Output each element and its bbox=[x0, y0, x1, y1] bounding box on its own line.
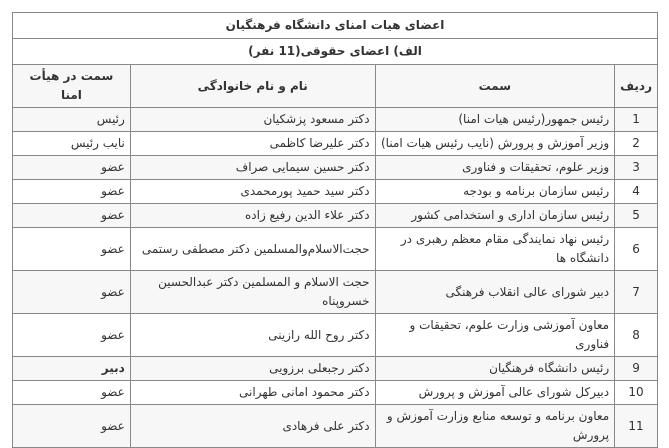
table-row bbox=[13, 108, 658, 132]
row-position: رئیس نهاد نمایندگی مقام معظم رهبری در دانشگاه ها bbox=[375, 228, 615, 271]
row-board-role: عضو bbox=[13, 228, 131, 271]
row-board-role: نایب رئیس bbox=[13, 132, 131, 156]
table-row bbox=[13, 405, 658, 448]
row-index: 7 bbox=[615, 271, 658, 314]
header-position: سمت bbox=[375, 65, 615, 108]
row-index: 9 bbox=[615, 357, 658, 381]
row-board-role: عضو bbox=[13, 204, 131, 228]
row-board-role: عضو bbox=[13, 271, 131, 314]
row-index: 6 bbox=[615, 228, 658, 271]
row-board-role: عضو bbox=[13, 180, 131, 204]
row-name: دکتر روح الله رازینی bbox=[130, 314, 375, 357]
row-index: 2 bbox=[615, 132, 658, 156]
table-row bbox=[13, 314, 658, 357]
table-row bbox=[13, 228, 658, 271]
row-position: رئیس جمهور(رئیس هیات امنا) bbox=[375, 108, 615, 132]
row-board-role: عضو bbox=[13, 405, 131, 448]
row-index: 10 bbox=[615, 381, 658, 405]
row-board-role: عضو bbox=[13, 156, 131, 180]
header-row bbox=[13, 65, 658, 108]
board-members-table bbox=[12, 12, 658, 448]
row-name: دکتر حسین سیمایی صراف bbox=[130, 156, 375, 180]
header-index: ردیف bbox=[615, 65, 658, 108]
table-row bbox=[13, 156, 658, 180]
table-row bbox=[13, 381, 658, 405]
row-position: رئیس سازمان برنامه و بودجه bbox=[375, 180, 615, 204]
row-index: 3 bbox=[615, 156, 658, 180]
row-position: وزیر علوم، تحقیقات و فناوری bbox=[375, 156, 615, 180]
row-index: 5 bbox=[615, 204, 658, 228]
row-position: رئیس سازمان اداری و استخدامی کشور bbox=[375, 204, 615, 228]
table-title: اعضای هیات امنای دانشگاه فرهنگیان bbox=[13, 13, 658, 39]
row-name: دکتر محمود امانی طهرانی bbox=[130, 381, 375, 405]
row-board-role: رئیس bbox=[13, 108, 131, 132]
table-row bbox=[13, 357, 658, 381]
row-position: رئیس دانشگاه فرهنگیان bbox=[375, 357, 615, 381]
row-name: دکتر علیرضا کاظمی bbox=[130, 132, 375, 156]
row-board-role: دبیر bbox=[13, 357, 131, 381]
table-row bbox=[13, 180, 658, 204]
table-row bbox=[13, 132, 658, 156]
row-index: 4 bbox=[615, 180, 658, 204]
row-name: حجت الاسلام و المسلمین دکتر عبدالحسین خسروپناه bbox=[130, 271, 375, 314]
row-name: دکتر مسعود پزشکیان bbox=[130, 108, 375, 132]
header-board-role: سمت در هیأت امنا bbox=[13, 65, 131, 108]
row-name: دکتر سید حمید پورمحمدی bbox=[130, 180, 375, 204]
table-row bbox=[13, 271, 658, 314]
row-name: دکتر علاء الدین رفیع زاده bbox=[130, 204, 375, 228]
row-position: دبیر شورای عالی انقلاب فرهنگی bbox=[375, 271, 615, 314]
row-position: وزیر آموزش و پرورش (نایب رئیس هیات امنا) bbox=[375, 132, 615, 156]
row-position: معاون آموزشی وزارت علوم، تحقیقات و فناوری bbox=[375, 314, 615, 357]
table-row bbox=[13, 204, 658, 228]
header-name: نام و نام خانوادگی bbox=[130, 65, 375, 108]
row-index: 1 bbox=[615, 108, 658, 132]
row-name: دکتر رجبعلی برزویی bbox=[130, 357, 375, 381]
row-board-role: عضو bbox=[13, 314, 131, 357]
row-name: دکتر علی فرهادی bbox=[130, 405, 375, 448]
row-position: دبیرکل شورای عالی آموزش و پرورش bbox=[375, 381, 615, 405]
row-board-role: عضو bbox=[13, 381, 131, 405]
table-subtitle: الف) اعضای حقوقی(11 نفر) bbox=[13, 39, 658, 65]
row-position: معاون برنامه و توسعه منابع وزارت آموزش و پرورش bbox=[375, 405, 615, 448]
row-name: حجت‌الاسلام‌والمسلمین دکتر مصطفی رستمی bbox=[130, 228, 375, 271]
row-index: 8 bbox=[615, 314, 658, 357]
row-index: 11 bbox=[615, 405, 658, 448]
